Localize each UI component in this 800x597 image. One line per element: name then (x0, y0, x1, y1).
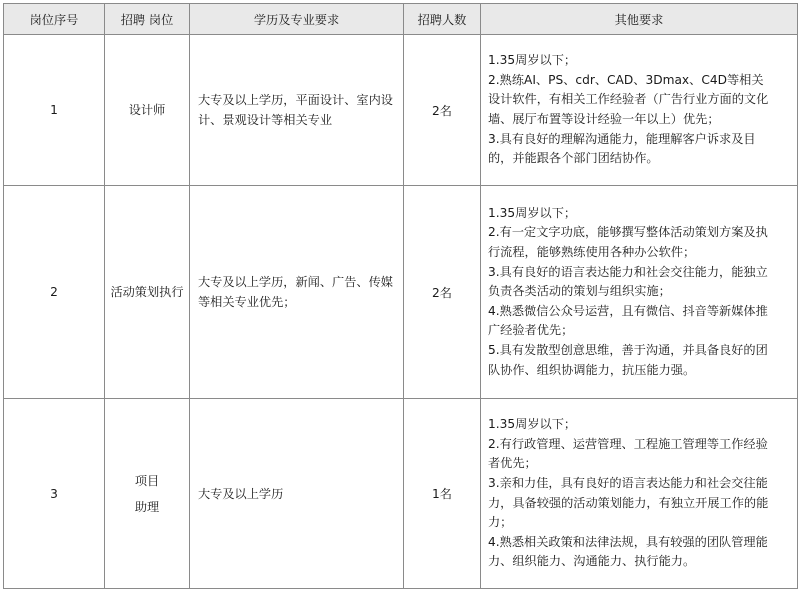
table-row (4, 35, 798, 186)
header-education: 学历及专业要求 (190, 4, 404, 35)
requirement-line: 力、组织能力、沟通能力、执行能力。 (488, 554, 696, 569)
position-title-line: 助理 (134, 499, 160, 514)
requirement-line: 4.熟悉微信公众号运营，且有微信、抖音等新媒体推 (488, 303, 768, 318)
header-position-title: 招聘 岗位 (105, 4, 190, 35)
position-title (105, 35, 190, 186)
education-requirement: 大专及以上学历，新闻、广告、传媒等相关专业优先； (190, 186, 404, 399)
requirement-line: 3.具有良好的理解沟通能力，能理解客户诉求及目 (488, 131, 756, 146)
headcount: 1名 (404, 399, 481, 589)
requirement-line: 2.有一定文字功底，能够撰写整体活动策划方案及执 (488, 225, 768, 240)
requirement-line: 广经验者优先； (488, 323, 574, 338)
other-requirements (481, 399, 798, 589)
table-row (4, 399, 798, 589)
requirement-line: 行流程，能够熟练使用各种办公软件； (488, 245, 696, 260)
requirement-line: 队协作、组织协调能力，抗压能力强。 (488, 362, 696, 377)
requirement-line: 1.35周岁以下； (488, 205, 577, 220)
requirement-line: 5.具有发散型创意思维，善于沟通，并具备良好的团 (488, 342, 768, 357)
position-title (105, 186, 190, 399)
table-row (4, 186, 798, 399)
requirement-line: 力，具备较强的活动策划能力，有独立开展工作的能 (488, 495, 769, 510)
position-number: 2 (4, 186, 105, 399)
requirement-line: 3.亲和力佳，具有良好的语言表达能力和社会交往能 (488, 475, 768, 490)
other-requirements (481, 186, 798, 399)
header-position-number: 岗位序号 (4, 4, 105, 35)
headcount: 2名 (404, 186, 481, 399)
education-requirement: 大专及以上学历 (190, 399, 404, 589)
position-number: 1 (4, 35, 105, 186)
requirement-line: 3.具有良好的语言表达能力和社会交往能力，能独立 (488, 264, 768, 279)
requirement-line: 4.熟悉相关政策和法律法规，具有较强的团队管理能 (488, 534, 768, 549)
requirement-line: 2.熟练AI、PS、cdr、CAD、3Dmax、C4D等相关 (488, 72, 764, 87)
position-title-line: 设计师 (128, 103, 166, 117)
header-row (4, 4, 798, 35)
position-title-line: 项目 (134, 473, 160, 488)
other-requirements (481, 35, 798, 186)
education-requirement: 大专及以上学历，平面设计、室内设计、景观设计等相关专业 (190, 35, 404, 186)
requirement-line: 墙、展厅布置等设计经验一年以上）优先； (488, 112, 720, 126)
header-other-requirements: 其他要求 (481, 4, 798, 35)
position-number: 3 (4, 399, 105, 589)
header-headcount: 招聘人数 (404, 4, 481, 35)
requirement-line: 2.有行政管理、运营管理、工程施工管理等工作经验 (488, 436, 768, 451)
position-title (105, 399, 190, 589)
requirement-line: 者优先； (488, 456, 537, 471)
requirement-line: 1.35周岁以下； (488, 417, 577, 432)
requirement-line: 力； (488, 515, 513, 530)
position-title-line: 活动策划执行 (110, 285, 184, 299)
requirement-line: 1.35周岁以下； (488, 53, 577, 68)
requirement-line: 负责各类活动的策划与组织实施； (488, 284, 671, 299)
requirement-line: 设计软件，有相关工作经验者（广告行业方面的文化 (488, 92, 769, 107)
requirement-line: 的，并能跟各个部门团结协作。 (488, 151, 659, 166)
recruitment-table (3, 3, 798, 589)
headcount: 2名 (404, 35, 481, 186)
